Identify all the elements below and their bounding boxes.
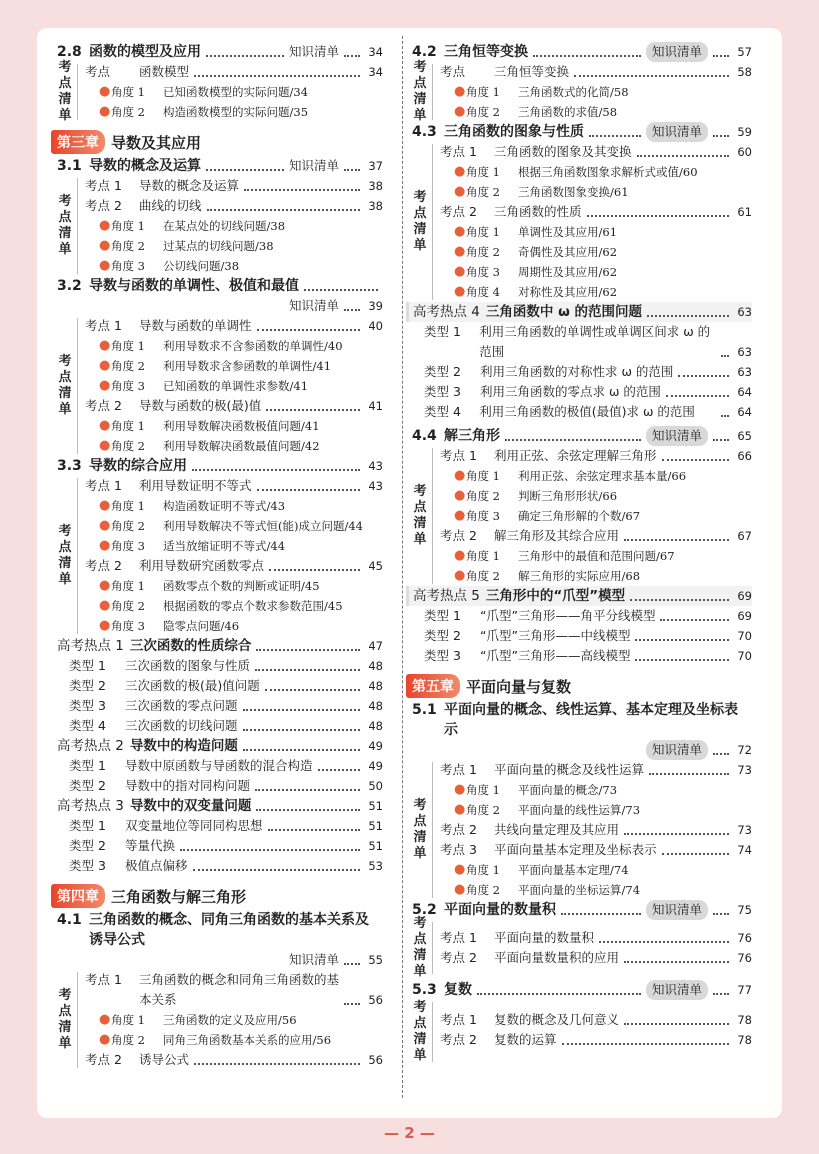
jiaodu-item[interactable]: ● 角度 3 确定三角形解的个数/67 (440, 506, 752, 526)
bullet-icon: ● (99, 618, 111, 633)
kaodian-block (413, 142, 752, 302)
chapter-title: 导数及其应用 (111, 133, 202, 152)
bullet-icon: ● (454, 508, 466, 523)
type-item[interactable]: 类型 2 三次函数的极(最)值问题 48 (69, 678, 383, 693)
kaodian-item[interactable]: 考点 2 复数的运算 78 (440, 1032, 752, 1047)
section-title: 函数的模型及应用 (89, 44, 201, 60)
kaodian-item[interactable]: 考点 1 三角函数的概念和同角三角函数的基本关系 56 (85, 972, 383, 1007)
knowledge-tag: 知识清单 (288, 158, 339, 173)
bullet-icon: ● (99, 258, 111, 273)
jiaodu-item[interactable]: ● 角度 1 利用导数求不含参函数的单调性/40 (85, 336, 383, 356)
knowledge-tag: 知识清单 (646, 740, 708, 760)
jiaodu-item[interactable]: ● 角度 2 平面向量的线性运算/73 (440, 800, 752, 820)
jiaodu-item[interactable]: ● 角度 2 利用导数解决不等式恒(能)成立问题/44 (85, 516, 383, 536)
kaodian-item[interactable]: 考点 1 三角函数的图象及其变换 60 (440, 144, 752, 159)
kaodian-item[interactable]: 考点 1 平面向量的数量积 76 (440, 930, 752, 945)
bullet-icon: ● (99, 1032, 111, 1047)
jiaodu-item[interactable]: ● 角度 3 已知函数的单调性求参数/41 (85, 376, 383, 396)
jiaodu-item[interactable]: ● 角度 2 判断三角形形状/66 (440, 486, 752, 506)
section-4-3[interactable]: 4.3 三角函数的图象与性质 知识清单 59 (412, 124, 752, 140)
chapter-title: 三角函数与解三角形 (111, 887, 247, 906)
chapter-5-header[interactable] (406, 674, 752, 698)
kaodian-item[interactable]: 考点 2 曲线的切线 38 (85, 198, 383, 213)
type-item[interactable]: 类型 2 导数中的指对同构问题 50 (69, 778, 383, 793)
bullet-icon: ● (99, 218, 111, 233)
side-label: 考点清单 (58, 524, 72, 587)
side-label: 考点清单 (413, 916, 427, 979)
kaodian-item[interactable]: 考点 1 导数的概念及运算 38 (85, 178, 383, 193)
knowledge-tag: 知识清单 (646, 900, 708, 920)
type-item[interactable]: 类型 1 导数中原函数与导函数的混合构造 49 (69, 758, 383, 773)
side-label: 考点清单 (58, 194, 72, 257)
kaodian-block (413, 916, 752, 979)
kaodian-block (413, 446, 752, 586)
type-item[interactable]: 类型 4 利用三角函数的极值(最值)求 ω 的范围 64 (424, 404, 752, 419)
section-3-3[interactable]: 3.3 导数的综合应用 43 (57, 458, 383, 474)
bullet-icon: ● (99, 598, 111, 613)
bullet-icon: ● (454, 164, 466, 179)
chapter-title: 平面向量与复数 (466, 677, 572, 696)
bullet-icon: ● (454, 802, 466, 817)
chapter-4-header[interactable] (51, 884, 383, 908)
type-item[interactable]: 类型 3 利用三角函数的零点求 ω 的范围 64 (424, 384, 752, 399)
jiaodu-item[interactable]: ● 角度 4 对称性及其应用/62 (440, 282, 752, 302)
knowledge-tag: 知识清单 (646, 122, 708, 142)
side-label: 考点清单 (413, 1000, 427, 1063)
jiaodu-item[interactable]: ● 角度 1 利用导数解决函数极值问题/41 (85, 416, 383, 436)
side-label: 考点清单 (413, 190, 427, 253)
kaodian-item[interactable]: 考点 1 利用导数证明不等式 43 (85, 478, 383, 493)
section-2-8[interactable] (57, 42, 383, 62)
bullet-icon: ● (99, 498, 111, 513)
kaodian-item[interactable]: 考点 1 平面向量的概念及线性运算 73 (440, 762, 752, 777)
bullet-icon: ● (454, 882, 466, 897)
type-item[interactable]: 类型 4 三次函数的切线问题 48 (69, 718, 383, 733)
jiaodu-item[interactable]: ● 角度 2 平面向量的坐标运算/74 (440, 880, 752, 900)
section-5-1[interactable]: 5.1 平面向量的概念、线性运算、基本定理及坐标表示 (412, 702, 738, 738)
jiaodu-item[interactable]: ● 角度 1 根据三角函数图象求解析式或值/60 (440, 162, 752, 182)
right-column (412, 42, 752, 1064)
jiaodu-item[interactable]: ● 角度 1 在某点处的切线问题/38 (85, 216, 383, 236)
bullet-icon: ● (99, 578, 111, 593)
bullet-icon: ● (99, 1012, 111, 1027)
kaodian-item[interactable]: 考点 1 导数与函数的单调性 40 (85, 318, 383, 333)
kaodian-item[interactable]: 考点 函数模型 34 (85, 64, 383, 79)
knowledge-tag: 知识清单 (646, 980, 708, 1000)
side-label: 考点清单 (58, 988, 72, 1051)
kaodian-item[interactable]: 考点 3 平面向量基本定理及坐标表示 74 (440, 842, 752, 857)
knowledge-tag: 知识清单 (288, 298, 339, 313)
jiaodu-item[interactable]: ● 角度 3 公切线问题/38 (85, 256, 383, 276)
knowledge-tag: 知识清单 (288, 952, 339, 967)
chapter-badge: 第四章 (51, 884, 105, 908)
jiaodu-item[interactable]: ● 角度 1 利用正弦、余弦定理求基本量/66 (440, 466, 752, 486)
bullet-icon: ● (454, 184, 466, 199)
hotspot-4[interactable]: 高考热点 4 三角函数中 ω 的范围问题 63 (406, 302, 752, 322)
bullet-icon: ● (99, 238, 111, 253)
jiaodu-item[interactable]: ● 角度 2 三角函数图象变换/61 (440, 182, 752, 202)
bullet-icon: ● (454, 488, 466, 503)
type-item[interactable]: 类型 2 “爪型”三角形——中线模型 70 (424, 628, 752, 643)
kaodian-item[interactable]: 考点 2 三角函数的性质 61 (440, 204, 752, 219)
kaodian-item[interactable]: 考点 1 复数的概念及几何意义 78 (440, 1012, 752, 1027)
section-5-2[interactable]: 5.2 平面向量的数量积 知识清单 75 (412, 902, 752, 918)
section-3-2[interactable]: 3.2 导数与函数的单调性、极值和最值 (57, 276, 383, 296)
jiaodu-item[interactable]: ● 角度 3 适当放缩证明不等式/44 (85, 536, 383, 556)
kaodian-block (58, 476, 383, 636)
side-label: 考点清单 (413, 798, 427, 861)
kaodian-block (58, 176, 383, 276)
bullet-icon: ● (99, 518, 111, 533)
bullet-icon: ● (454, 244, 466, 259)
jiaodu-item[interactable]: ● 角度 1 三角函数的定义及应用/56 (85, 1010, 383, 1030)
jiaodu-item[interactable]: ● 角度 2 三角函数的求值/58 (440, 102, 752, 122)
kaodian-item[interactable]: 考点 1 利用正弦、余弦定理解三角形 66 (440, 448, 752, 463)
hotspot-2[interactable]: 高考热点 2 导数中的构造问题 49 (57, 738, 383, 754)
type-item[interactable]: 类型 1 三次函数的图象与性质 48 (69, 658, 383, 673)
bullet-icon: ● (454, 468, 466, 483)
bullet-icon: ● (454, 862, 466, 877)
section-3-2-tag-line: 知识清单 39 (57, 296, 383, 316)
kaodian-block (58, 316, 383, 456)
side-label: 考点清单 (58, 354, 72, 417)
kaodian-item[interactable]: 考点 2 共线向量定理及其应用 73 (440, 822, 752, 837)
hotspot-3[interactable]: 高考热点 3 导数中的双变量问题 51 (57, 798, 383, 814)
jiaodu-item[interactable]: ● 角度 1 构造函数证明不等式/43 (85, 496, 383, 516)
kaodian-item[interactable]: 考点 2 平面向量数量积的应用 76 (440, 950, 752, 965)
chapter-3-header[interactable] (51, 130, 383, 154)
jiaodu-item[interactable]: ● 角度 2 根据函数的零点个数求参数范围/45 (85, 596, 383, 616)
bullet-icon: ● (99, 84, 111, 99)
kaodian-block (58, 60, 383, 123)
bullet-icon: ● (99, 438, 111, 453)
jiaodu-item[interactable]: ● 角度 2 奇偶性及其应用/62 (440, 242, 752, 262)
bullet-icon: ● (454, 84, 466, 99)
knowledge-tag: 知识清单 (646, 426, 708, 446)
type-item[interactable]: 类型 1 “爪型”三角形——角平分线模型 69 (424, 608, 752, 623)
kaodian-block (58, 970, 383, 1070)
leader-dots (206, 55, 284, 57)
leader-dots (344, 55, 360, 57)
section-4-1-tag-line: 知识清单 55 (57, 950, 383, 970)
side-label: 考点清单 (58, 60, 72, 123)
page-ref: 34 (368, 45, 383, 59)
kaodian-item[interactable]: 考点 2 导数与函数的极(最)值 41 (85, 398, 383, 413)
kaodian-item[interactable]: 考点 2 解三角形及其综合应用 67 (440, 528, 752, 543)
knowledge-tag: 知识清单 (646, 42, 708, 62)
jiaodu-item[interactable]: ● 角度 3 隐零点问题/46 (85, 616, 383, 636)
chapter-badge: 第三章 (51, 130, 105, 154)
side-label: 考点清单 (413, 60, 427, 123)
kaodian-item[interactable]: 考点 2 诱导公式 56 (85, 1052, 383, 1067)
type-item[interactable]: 类型 1 利用三角函数的单调性或单调区间求 ω 的范围 63 (424, 324, 752, 359)
section-4-1[interactable]: 4.1 三角函数的概念、同角三角函数的基本关系及诱导公式 (57, 912, 369, 948)
type-item[interactable]: 类型 3 三次函数的零点问题 48 (69, 698, 383, 713)
jiaodu-item[interactable]: ● 角度 1 三角函数式的化简/58 (440, 82, 752, 102)
kaodian-item[interactable]: 考点 三角恒等变换 58 (440, 64, 752, 79)
type-item[interactable]: 类型 1 双变量地位等同同构思想 51 (69, 818, 383, 833)
jiaodu-item[interactable]: ● 角度 3 周期性及其应用/62 (440, 262, 752, 282)
page-number: — 2 — (384, 1124, 435, 1142)
jiaodu-item[interactable]: ● 角度 2 解三角形的实际应用/68 (440, 566, 752, 586)
kaodian-block (413, 60, 752, 123)
type-item[interactable]: 类型 2 利用三角函数的对称性求 ω 的范围 63 (424, 364, 752, 379)
bullet-icon: ● (99, 378, 111, 393)
hotspot-5[interactable]: 高考热点 5 三角形中的“爪型”模型 69 (406, 586, 752, 606)
jiaodu-item[interactable]: ● 角度 2 同角三角函数基本关系的应用/56 (85, 1030, 383, 1050)
bullet-icon: ● (99, 104, 111, 119)
block-bar (77, 64, 78, 120)
knowledge-tag: 知识清单 (288, 44, 339, 59)
type-item[interactable]: 类型 2 等量代换 51 (69, 838, 383, 853)
bullet-icon: ● (454, 264, 466, 279)
bullet-icon: ● (454, 568, 466, 583)
bullet-icon: ● (99, 418, 111, 433)
side-label: 考点清单 (413, 484, 427, 547)
section-5-1-tag-line: 知识清单 72 (412, 740, 752, 760)
bullet-icon: ● (454, 782, 466, 797)
jiaodu-item[interactable]: ● 角度 1 三角形中的最值和范围问题/67 (440, 546, 752, 566)
bullet-icon: ● (454, 284, 466, 299)
kaodian-block (413, 760, 752, 900)
type-item[interactable]: 类型 3 “爪型”三角形——高线模型 70 (424, 648, 752, 663)
jiaodu-item[interactable]: ● 角度 1 平面向量基本定理/74 (440, 860, 752, 880)
section-5-3[interactable]: 5.3 复数 知识清单 77 (412, 982, 752, 998)
column-divider (402, 36, 403, 1098)
section-4-4[interactable]: 4.4 解三角形 知识清单 65 (412, 428, 752, 444)
bullet-icon: ● (454, 224, 466, 239)
jiaodu-item[interactable]: ● 角度 1 已知函数模型的实际问题/34 (85, 82, 383, 102)
type-item[interactable]: 类型 3 极值点偏移 53 (69, 858, 383, 873)
bullet-icon: ● (99, 358, 111, 373)
bullet-icon: ● (454, 104, 466, 119)
left-column (57, 42, 383, 1070)
jiaodu-item[interactable]: ● 角度 1 平面向量的概念/73 (440, 780, 752, 800)
jiaodu-item[interactable]: ● 角度 2 构造函数模型的实际问题/35 (85, 102, 383, 122)
section-3-1[interactable]: 3.1 导数的概念及运算 知识清单 37 (57, 158, 383, 174)
section-4-2[interactable]: 4.2 三角恒等变换 知识清单 57 (412, 44, 752, 60)
section-number: 2.8 (57, 44, 82, 60)
jiaodu-item[interactable]: ● 角度 1 函数零点个数的判断或证明/45 (85, 576, 383, 596)
jiaodu-item[interactable]: ● 角度 1 单调性及其应用/61 (440, 222, 752, 242)
kaodian-block (413, 1000, 752, 1064)
jiaodu-item[interactable]: ● 角度 2 过某点的切线问题/38 (85, 236, 383, 256)
jiaodu-item[interactable]: ● 角度 2 利用导数解决函数最值问题/42 (85, 436, 383, 456)
bullet-icon: ● (454, 548, 466, 563)
hotspot-1[interactable]: 高考热点 1 三次函数的性质综合 47 (57, 638, 383, 654)
kaodian-item[interactable]: 考点 2 利用导数研究函数零点 45 (85, 558, 383, 573)
bullet-icon: ● (99, 538, 111, 553)
chapter-badge: 第五章 (406, 674, 460, 698)
jiaodu-item[interactable]: ● 角度 2 利用导数求含参函数的单调性/41 (85, 356, 383, 376)
bullet-icon: ● (99, 338, 111, 353)
